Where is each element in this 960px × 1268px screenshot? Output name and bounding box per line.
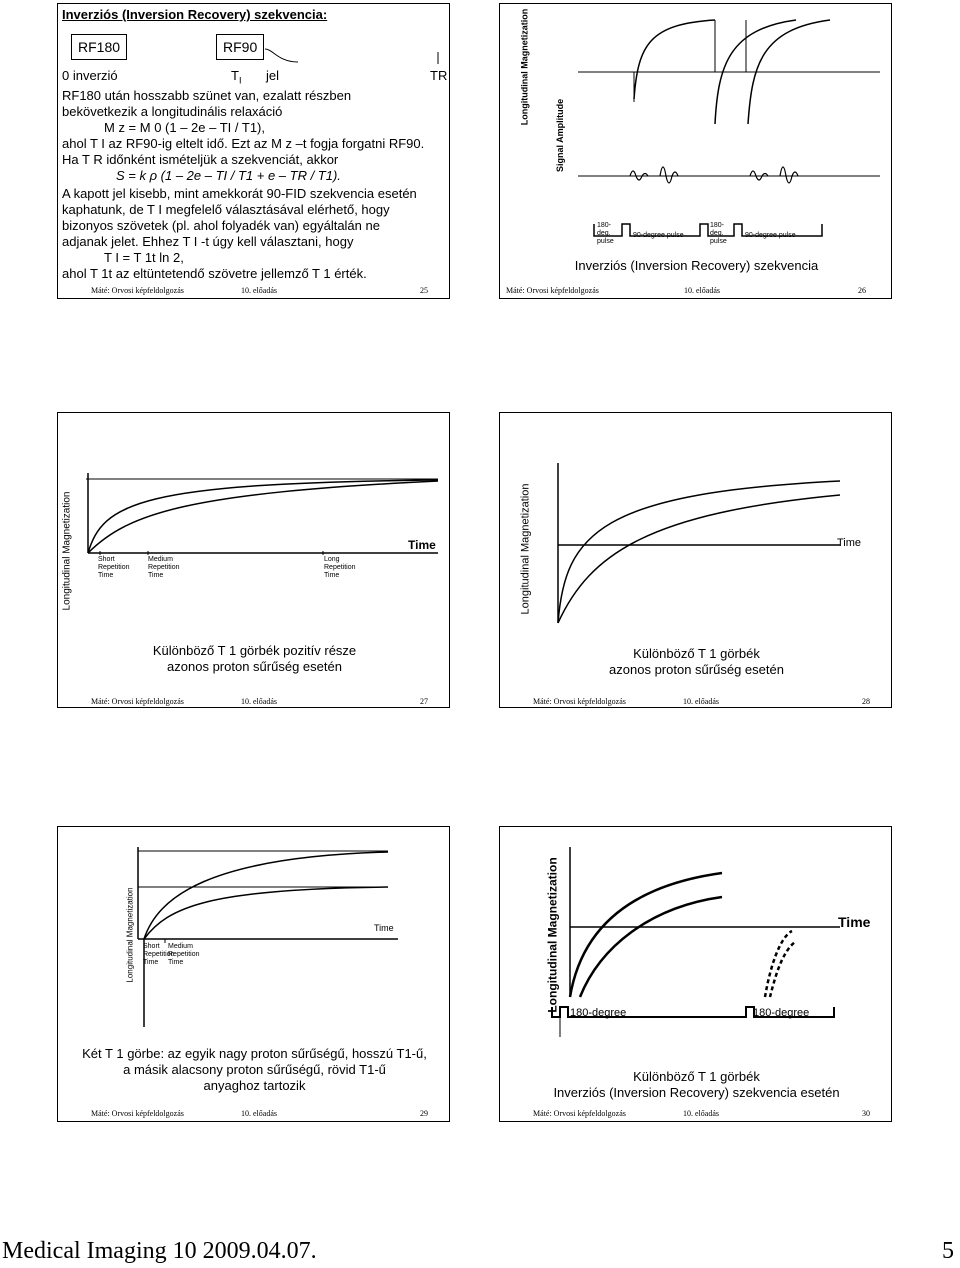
caption-line: azonos proton sűrűség esetén [609, 662, 784, 677]
tick-label: Long Repetition Time [324, 556, 356, 579]
footer-author: Máté: Orvosi képfeldolgozás [533, 697, 626, 706]
footer-author: Máté: Orvosi képfeldolgozás [91, 286, 184, 295]
tick-label: Medium Repetition Time [168, 943, 200, 966]
document-page-number: 5 [942, 1238, 954, 1264]
label-ti: $T_I$ [231, 68, 242, 86]
footer-lecture: 10. előadás [241, 697, 277, 706]
slide-caption [58, 1046, 451, 1094]
label-signal: jel [266, 68, 280, 83]
pulse-label: 90-degree pulse [633, 232, 684, 239]
text-line: kaphatunk, de T I megfelelő választásával elérhető, hogy [62, 202, 390, 217]
slide-number: 25 [420, 286, 428, 295]
slide-caption: Inverziós (Inversion Recovery) szekvencia [574, 258, 819, 273]
slide-number: 26 [858, 286, 866, 295]
document-footer-left: Medical Imaging 10 2009.04.07. [2, 1238, 317, 1264]
slide-26 [499, 3, 892, 299]
caption-line: Inverziós (Inversion Recovery) szekvencia esetén [553, 1085, 840, 1100]
caption-line: Két T 1 görbe: az egyik nagy proton sűrűségű, hosszú T1-ű, [82, 1046, 427, 1061]
formula-mz: M z = M 0 (1 – 2e – TI / T1), [104, 120, 265, 135]
slide-caption [500, 646, 893, 678]
slide-number: 29 [420, 1109, 428, 1118]
text-line: A kapott jel kisebb, mint amekkorát 90-FID szekvencia esetén [62, 186, 417, 201]
slide-30 [499, 826, 892, 1122]
formula-ti: T I = T 1t ln 2, [104, 250, 184, 265]
y-axis-label: Longitudinal Magnetization [125, 887, 135, 983]
y-axis-label-magnetization: Longitudinal Magnetization [519, 8, 530, 126]
text-line: Ha T R időnként ismételjük a szekvenciát, akkor [62, 152, 339, 167]
footer-lecture: 10. előadás [241, 1109, 277, 1118]
rf90-box: RF90 [216, 34, 264, 60]
footer-author: Máté: Orvosi képfeldolgozás [533, 1109, 626, 1118]
footer-lecture: 10. előadás [684, 286, 720, 295]
footer-author: Máté: Orvosi képfeldolgozás [506, 286, 599, 295]
caption-line: Különböző T 1 görbék pozitív része [152, 643, 357, 658]
text-line: ahol T I az RF90-ig eltelt idő. Ezt az M z –t fogja forgatni RF90. [62, 136, 425, 151]
y-axis-label: Longitudinal Magnetization [61, 491, 73, 611]
x-axis-label: Time [408, 538, 436, 552]
text-line: bekövetkezik a longitudinális relaxáció [62, 104, 283, 119]
y-axis-label: Longitudinal Magnetization [545, 857, 560, 1013]
slide-number: 27 [420, 697, 428, 706]
slide-27 [57, 412, 450, 708]
y-axis-label-signal: Signal Amplitude [555, 98, 565, 172]
slide-29 [57, 826, 450, 1122]
footer-author: Máté: Orvosi képfeldolgozás [91, 1109, 184, 1118]
x-axis-label: Time [374, 923, 394, 933]
pulse-label: 180-degree [753, 1007, 810, 1019]
tick-label: Short Repetition Time [98, 556, 130, 579]
text-line: adjanak jelet. Ehhez T I -t úgy kell választani, hogy [62, 234, 354, 249]
rf180-box: RF180 [71, 34, 127, 60]
text-line: RF180 után hosszabb szünet van, ezalatt részben [62, 88, 352, 103]
text-line: bizonyos szövetek (pl. ahol folyadék van) egyáltalán ne [62, 218, 380, 233]
slide-number: 28 [862, 697, 870, 706]
pulse-label: 180-degree [570, 1007, 627, 1019]
slide-caption [500, 1069, 893, 1101]
y-axis-label: Longitudinal Magnetization [519, 483, 532, 615]
slide-caption [58, 643, 451, 675]
x-axis-label: Time [838, 914, 871, 930]
footer-author: Máté: Orvosi képfeldolgozás [91, 697, 184, 706]
x-axis-label: Time [837, 537, 862, 549]
caption-line: Különböző T 1 görbék [633, 1069, 760, 1084]
slide-25 [57, 3, 450, 299]
caption-line: Különböző T 1 görbék [633, 646, 760, 661]
footer-lecture: 10. előadás [683, 1109, 719, 1118]
slide-number: 30 [862, 1109, 870, 1118]
footer-lecture: 10. előadás [683, 697, 719, 706]
tick-label: Medium Repetition Time [148, 556, 180, 579]
pulse-label: 180-deg. pulse [597, 222, 614, 245]
caption-line: a másik alacsony proton sűrűségű, rövid T1-ű [123, 1062, 386, 1077]
tick-label: Short Repetition Time [143, 943, 175, 966]
label-inversion: 0 inverzió [62, 68, 118, 83]
label-tr: TR [430, 68, 448, 83]
caption-line: azonos proton sűrűség esetén [167, 659, 342, 674]
text-line: ahol T 1t az eltüntetendő szövetre jellemző T 1 érték. [62, 266, 367, 281]
slide-title: Inverziós (Inversion Recovery) szekvencia: [62, 7, 328, 22]
pulse-label: 90-degree pulse [745, 232, 796, 239]
caption-line: anyaghoz tartozik [203, 1078, 306, 1093]
slide-28 [499, 412, 892, 708]
pulse-label: 180-deg. pulse [710, 222, 727, 245]
formula-signal: S = k ρ (1 – 2e – TI / T1 + e – TR / T1). [116, 168, 341, 183]
footer-lecture: 10. előadás [241, 286, 277, 295]
